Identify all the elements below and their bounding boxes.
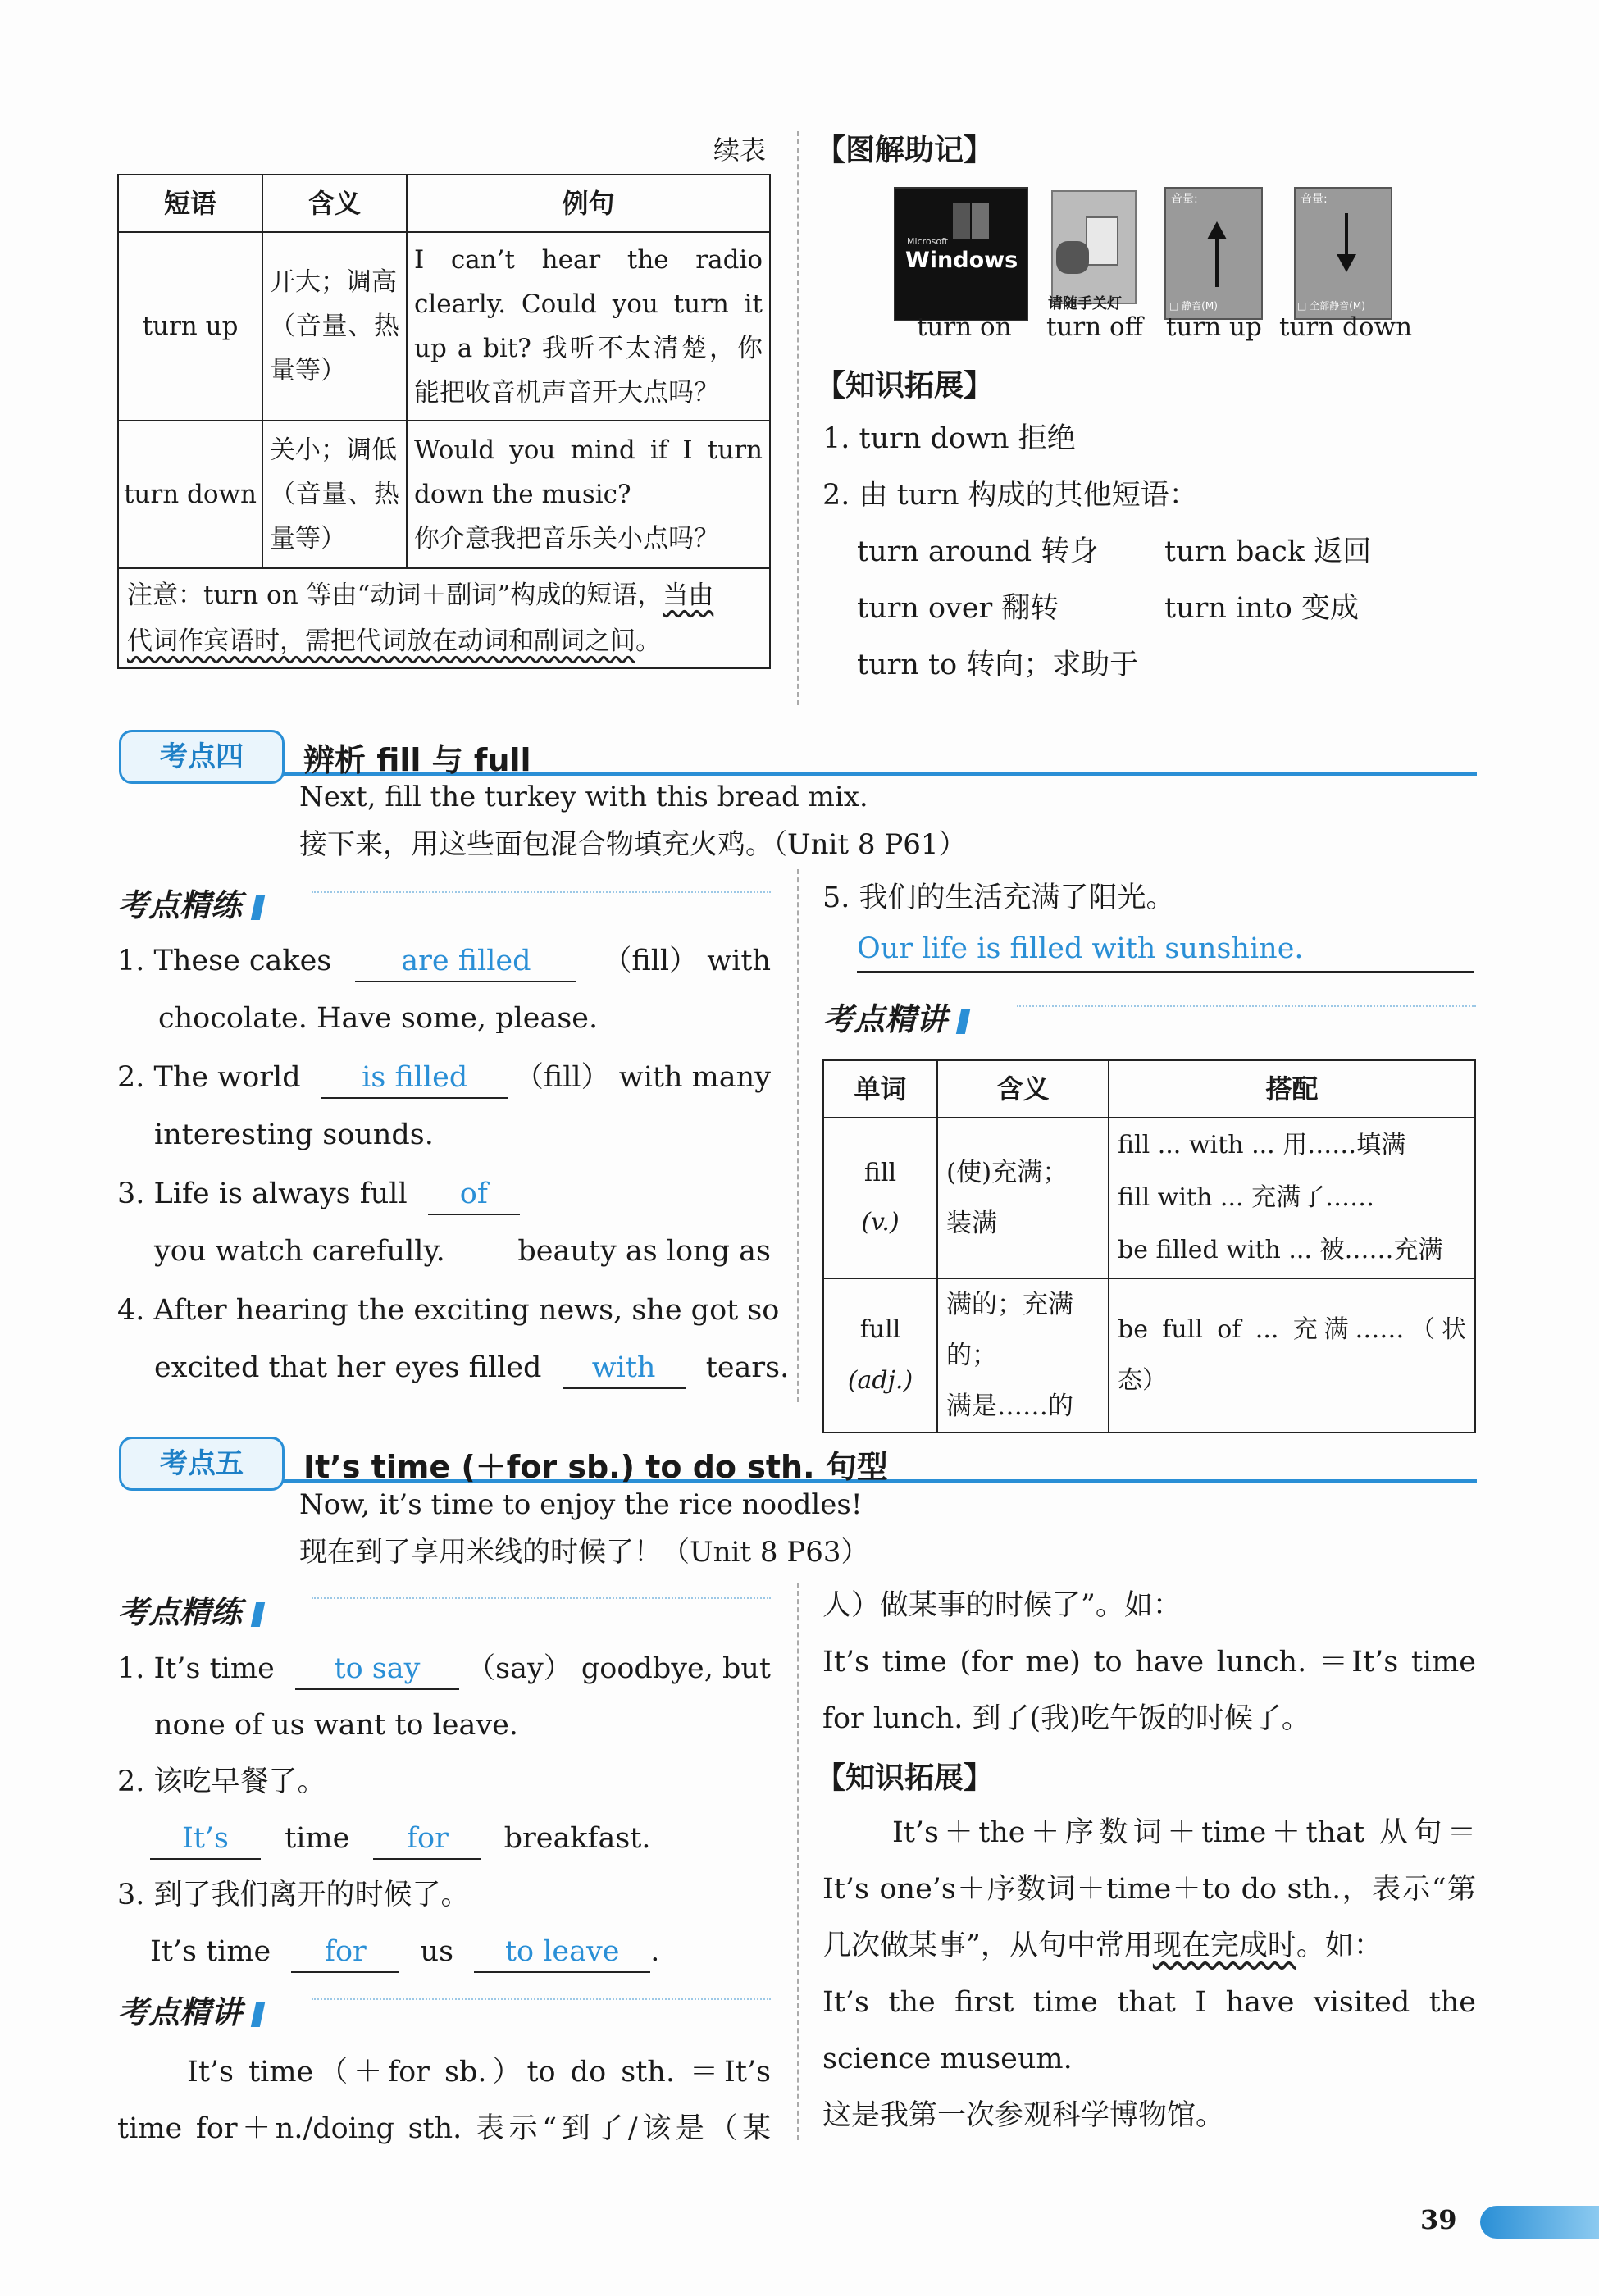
windows-logo-icon [953, 203, 989, 239]
answer-blank[interactable]: with [563, 1348, 686, 1389]
meaning-line: （音量、热 [270, 312, 399, 341]
meaning-cell [262, 232, 407, 421]
light-switch-text: 请随手关灯 [1048, 295, 1122, 312]
kd5-example-cn: 现在到了享用米线的时候了！（Unit 8 P63） [299, 1536, 869, 1569]
volume-up-icon [1164, 187, 1263, 320]
word-pos: (adj.) [847, 1366, 913, 1395]
arrow-up-icon [1207, 221, 1227, 239]
kd5-expand-line [822, 1917, 1383, 1975]
windows-screen-text: Windows [905, 248, 1018, 273]
table-row [118, 232, 770, 421]
example-line: 你介意我把音乐关小点吗？ [414, 524, 719, 554]
column-divider [797, 869, 799, 1402]
expand-heading: 【知识拓展】 [816, 369, 994, 403]
dotted-rule [1017, 1005, 1476, 1007]
slider-track [1345, 213, 1348, 254]
meaning-line: 量等） [270, 524, 346, 554]
meaning-cell [937, 1118, 1109, 1278]
example-line: down the music? [414, 480, 631, 509]
table-header: 含义 [937, 1060, 1109, 1118]
expand-phrase: turn over 翻转 [857, 592, 1059, 625]
dotted-rule [312, 1597, 771, 1599]
arrow-down-icon [1337, 254, 1356, 272]
word-cell [823, 1118, 937, 1278]
kd4-q5: 5. 我们的生活充满了阳光。 [822, 882, 1175, 914]
collocation-line: 态） [1118, 1366, 1167, 1395]
table-row [823, 1278, 1475, 1433]
kd5-q1-cont: none of us want to leave. [154, 1709, 518, 1742]
heading-bar-icon [251, 1602, 265, 1627]
answer-blank[interactable]: to leave [474, 1932, 650, 1973]
mute-label: □ 全部静音(M) [1297, 300, 1365, 312]
table-header-row [823, 1060, 1475, 1118]
collocation-cell [1109, 1118, 1475, 1278]
volume-label: 音量: [1171, 193, 1198, 206]
question-text: breakfast. [503, 1822, 651, 1855]
kd5-q2: 2. 该吃早餐了。 [117, 1765, 326, 1798]
kd5-example-en: Now, it’s time to enjoy the rice noodles! [299, 1488, 863, 1521]
memory-heading: 【图解助记】 [816, 134, 994, 167]
word-line: fill [863, 1159, 897, 1187]
kd5-q1 [117, 1640, 771, 1697]
windows-screen-icon [894, 187, 1028, 321]
kd4-q4: 4. After hearing the exciting news, she got so [117, 1294, 780, 1327]
image-caption: turn on [917, 312, 1012, 342]
kd5-explain-line: for lunch. 到了(我)吃午饭的时候了。 [822, 1702, 1310, 1735]
word-cell [823, 1278, 937, 1433]
expand-text: 几次做某事”，从句中常用 [822, 1929, 1153, 1962]
image-caption: turn off [1046, 312, 1143, 342]
meaning-cell [937, 1278, 1109, 1433]
kd4-q1-cont: chocolate. Have some, please. [158, 1002, 599, 1035]
note-text: 注意：turn on 等由“动词＋副词”构成的短语， [127, 581, 663, 610]
volume-down-icon [1294, 187, 1392, 320]
slider-track [1215, 238, 1219, 287]
example-line: up a bit? 我听不太清楚，你 [414, 334, 763, 363]
word-line: full [859, 1315, 901, 1344]
continued-label: 续表 [713, 134, 767, 166]
collocation-line: fill with ... 充满了…… [1118, 1183, 1375, 1212]
collocation-line: be full of ... 充满……（状 [1118, 1315, 1466, 1344]
answer-blank[interactable]: It’s [150, 1819, 261, 1860]
note-emphasis: 当由 [663, 581, 714, 610]
expand-phrase: turn back 返回 [1164, 535, 1372, 568]
meaning-line: 满是……的 [946, 1392, 1073, 1421]
question-text: 1. It’s time [117, 1652, 275, 1685]
kd5-q2-answer [150, 1810, 651, 1867]
table-header-row [118, 175, 770, 232]
question-text: excited that her eyes filled [154, 1351, 542, 1384]
kd4-q3-cont: you watch carefully. [154, 1235, 445, 1268]
kd5-tab-label: 考点五 [160, 1447, 244, 1480]
meaning-cell [262, 421, 407, 568]
kd4-example-cn: 接下来，用这些面包混合物填充火鸡。（Unit 8 P61） [299, 828, 967, 861]
kd5-expand-line: It’s the first time that I have visited the [822, 1986, 1476, 2019]
expand-item: 1. turn down 拒绝 [822, 422, 1076, 455]
table-header: 单词 [823, 1060, 937, 1118]
volume-label: 音量: [1301, 193, 1328, 206]
expand-phrase: turn into 变成 [1164, 592, 1360, 625]
answer-blank[interactable]: for [373, 1819, 481, 1860]
expand-item: 2. 由 turn 构成的其他短语： [822, 479, 1198, 512]
table-row [823, 1118, 1475, 1278]
meaning-line: 量等） [270, 356, 346, 385]
answer-blank[interactable]: for [291, 1932, 399, 1973]
meaning-line: 关小；调低 [270, 435, 397, 465]
kd4-q4-cont [154, 1339, 789, 1396]
question-text: （fill） with [603, 945, 771, 977]
kd4-example-en: Next, fill the turkey with this bread mix. [299, 781, 868, 813]
kd5-expand-heading: 【知识拓展】 [816, 1761, 994, 1795]
example-line: Would you mind if I turn [414, 435, 763, 465]
question-text: 2. The world [117, 1061, 301, 1094]
meaning-line: 装满 [946, 1209, 997, 1238]
expand-emphasis: 现在完成时 [1152, 1929, 1296, 1962]
column-divider [797, 1583, 799, 2140]
word-pos: (v.) [861, 1208, 900, 1237]
fill-full-table [822, 1059, 1476, 1433]
phrase-table [117, 174, 771, 669]
table-header: 例句 [407, 175, 770, 232]
image-caption: turn up [1166, 312, 1262, 342]
answer-blank[interactable]: Our life is filled with sunshine. [857, 932, 1304, 965]
kd5-expand-line: science museum. [822, 2043, 1073, 2075]
kd5-explain-line: 人）做某事的时候了”。如： [822, 1589, 1182, 1622]
example-line: I can’t hear the radio [414, 245, 763, 275]
example-line: 能把收音机声音开大点吗？ [414, 378, 719, 408]
example-line: clearly. Could you turn it [414, 289, 763, 319]
kd5-header [119, 1437, 1480, 1494]
meaning-line: （音量、热 [270, 480, 399, 509]
meaning-line: 开大；调高 [270, 267, 397, 297]
kd4-header [119, 730, 1480, 787]
collocation-cell [1109, 1278, 1475, 1433]
kd5-explain-line: time for＋n./doing sth. 表示“到了/该是（某 [117, 2112, 771, 2145]
kd5-tab [119, 1437, 285, 1491]
kd4-tab [119, 730, 285, 784]
windows-screen-small-text: Microsoft [907, 236, 949, 247]
kd5-expand-line: 这是我第一次参观科学博物馆。 [822, 2099, 1225, 2132]
expand-phrase: turn around 转身 [857, 535, 1099, 568]
question-text: tears. [705, 1351, 790, 1384]
dotted-rule [312, 891, 771, 893]
kd5-expand-line: It’s＋the＋序数词＋time＋that 从句＝ [892, 1816, 1476, 1849]
light-switch-icon [1051, 190, 1137, 304]
question-text: beauty as long as [517, 1235, 771, 1268]
question-text: （fill） with many [514, 1061, 771, 1094]
switch-plate [1086, 216, 1118, 266]
kd4-q2-cont: interesting sounds. [154, 1118, 434, 1151]
hand-shape [1056, 241, 1089, 274]
table-note-row [118, 568, 770, 668]
mute-label: □ 静音(M) [1169, 300, 1218, 312]
table-row [118, 421, 770, 568]
phrase-cell: turn up [118, 232, 262, 421]
kd5-practice-heading: 考点精练 [117, 1587, 262, 1632]
table-header: 短语 [118, 175, 262, 232]
heading-bar-icon [251, 895, 265, 920]
expand-phrase: turn to 转向；求助于 [857, 649, 1139, 681]
kd5-expand-line: It’s one’s＋序数词＋time＋to do sth.，表示“第 [822, 1873, 1476, 1906]
question-text: us [420, 1935, 454, 1968]
heading-bar-icon [251, 2002, 265, 2027]
kd4-q5-answer-line [857, 927, 1474, 973]
collocation-line: be filled with ... 被……充满 [1118, 1236, 1443, 1264]
heading-bar-icon [956, 1009, 970, 1034]
question-text: It’s time [150, 1935, 271, 1968]
kd5-explain-line: It’s time (for me) to have lunch. ＝It’s time [822, 1646, 1476, 1679]
page-number: 39 [1420, 2204, 1457, 2235]
example-cell [407, 421, 770, 568]
column-divider [797, 131, 799, 705]
meaning-line: (使)充满； [946, 1158, 1068, 1187]
kd4-q1 [117, 932, 771, 990]
meaning-line: 满的；充满的； [946, 1290, 1073, 1370]
kd5-title: It’s time (＋for sb.) to do sth. 句型 [303, 1449, 888, 1485]
kd5-q3: 3. 到了我们离开的时候了。 [117, 1879, 470, 1911]
question-text: 1. These cakes [117, 945, 332, 977]
table-header: 含义 [262, 175, 407, 232]
kd4-title: 辨析 fill 与 full [303, 742, 531, 778]
dotted-rule [312, 1998, 771, 2000]
expand-text: 。如： [1296, 1929, 1383, 1962]
table-header: 搭配 [1109, 1060, 1475, 1118]
kd4-tab-label: 考点四 [160, 740, 244, 773]
question-text: time [285, 1822, 350, 1855]
collocation-line: fill ... with ... 用……填满 [1118, 1131, 1406, 1159]
kd5-explain-heading: 考点精讲 [117, 1987, 262, 2032]
image-caption: turn down [1279, 312, 1413, 342]
kd4-q2 [117, 1049, 771, 1106]
question-text: （say） goodbye, but [467, 1652, 771, 1685]
answer-blank[interactable]: is filled [321, 1058, 508, 1099]
question-text: 3. Life is always full [117, 1178, 408, 1210]
answer-blank[interactable]: of [428, 1174, 520, 1215]
kd5-explain-line: It’s time（＋for sb.）to do sth. ＝It’s [187, 2056, 771, 2089]
note-text: 。 [636, 626, 661, 656]
answer-blank[interactable]: to say [295, 1649, 459, 1690]
kd4-explain-heading: 考点精讲 [822, 994, 968, 1039]
note-emphasis: 代词作宾语时，需把代词放在动词和副词之间 [127, 626, 636, 656]
note-cell [118, 568, 770, 668]
question-text: . [650, 1935, 660, 1968]
kd5-q3-answer [150, 1923, 659, 1980]
kd4-practice-heading: 考点精练 [117, 880, 262, 925]
answer-blank[interactable]: are filled [355, 941, 576, 982]
example-cell [407, 232, 770, 421]
page-number-tab [1480, 2206, 1599, 2239]
phrase-cell: turn down [118, 421, 262, 568]
